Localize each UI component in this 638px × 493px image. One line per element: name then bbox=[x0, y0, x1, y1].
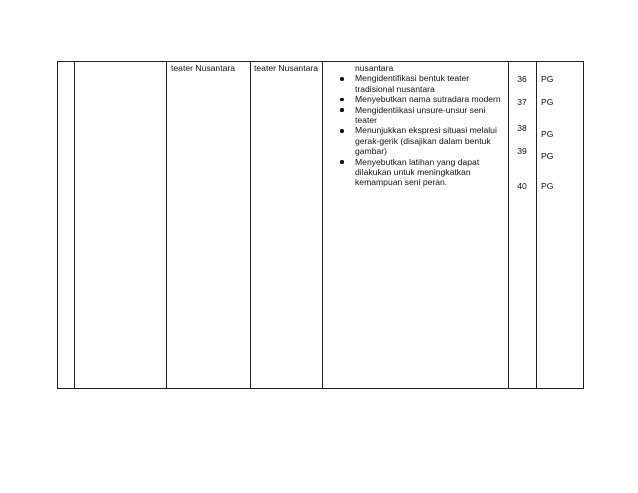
item-type: PG bbox=[541, 129, 554, 139]
item-type: PG bbox=[541, 97, 554, 107]
bullet-icon bbox=[340, 129, 344, 133]
column-divider bbox=[250, 61, 251, 389]
indicator-continuation: nusantara bbox=[355, 63, 394, 73]
item-number: 36 bbox=[517, 74, 527, 84]
material-cell: teater Nusantara bbox=[171, 63, 236, 73]
indicator-text: Mengidentifikasi bentuk teater tradisional nusantara bbox=[355, 73, 470, 94]
item-type: PG bbox=[541, 151, 554, 161]
list-item bbox=[336, 94, 506, 104]
bullet-icon bbox=[340, 77, 344, 81]
column-divider bbox=[508, 61, 509, 389]
list-item bbox=[336, 157, 506, 188]
indicator-text: Menunjukkan ekspresi situasi melalui gerak-gerik (disajikan dalam bentuk gambar) bbox=[355, 125, 497, 157]
column-divider bbox=[322, 61, 323, 389]
indicator-text: Menyebutkan nama sutradara modern bbox=[355, 94, 501, 105]
indicator-text: Menyebutkan latihan yang dapat dilakukan untuk meningkatkan kemampuan seni peran. bbox=[355, 156, 480, 188]
item-number: 39 bbox=[517, 146, 527, 156]
bullet-icon bbox=[340, 160, 344, 164]
indicator-list bbox=[336, 63, 506, 188]
list-item bbox=[336, 125, 506, 156]
item-number: 40 bbox=[517, 181, 527, 191]
indicator-text: Mengidentiikasi unsure-unsur seni teater bbox=[355, 104, 486, 126]
list-item bbox=[336, 73, 506, 94]
bullet-icon bbox=[340, 98, 344, 102]
item-type: PG bbox=[541, 181, 554, 191]
item-number: 37 bbox=[517, 97, 527, 107]
column-divider bbox=[166, 61, 167, 389]
column-divider bbox=[536, 61, 537, 389]
item-number: 38 bbox=[517, 123, 527, 133]
column-divider bbox=[74, 61, 75, 389]
bullet-icon bbox=[340, 108, 344, 112]
material-cell: teater Nusantara bbox=[254, 63, 319, 73]
list-item bbox=[336, 105, 506, 126]
item-type: PG bbox=[541, 74, 554, 84]
